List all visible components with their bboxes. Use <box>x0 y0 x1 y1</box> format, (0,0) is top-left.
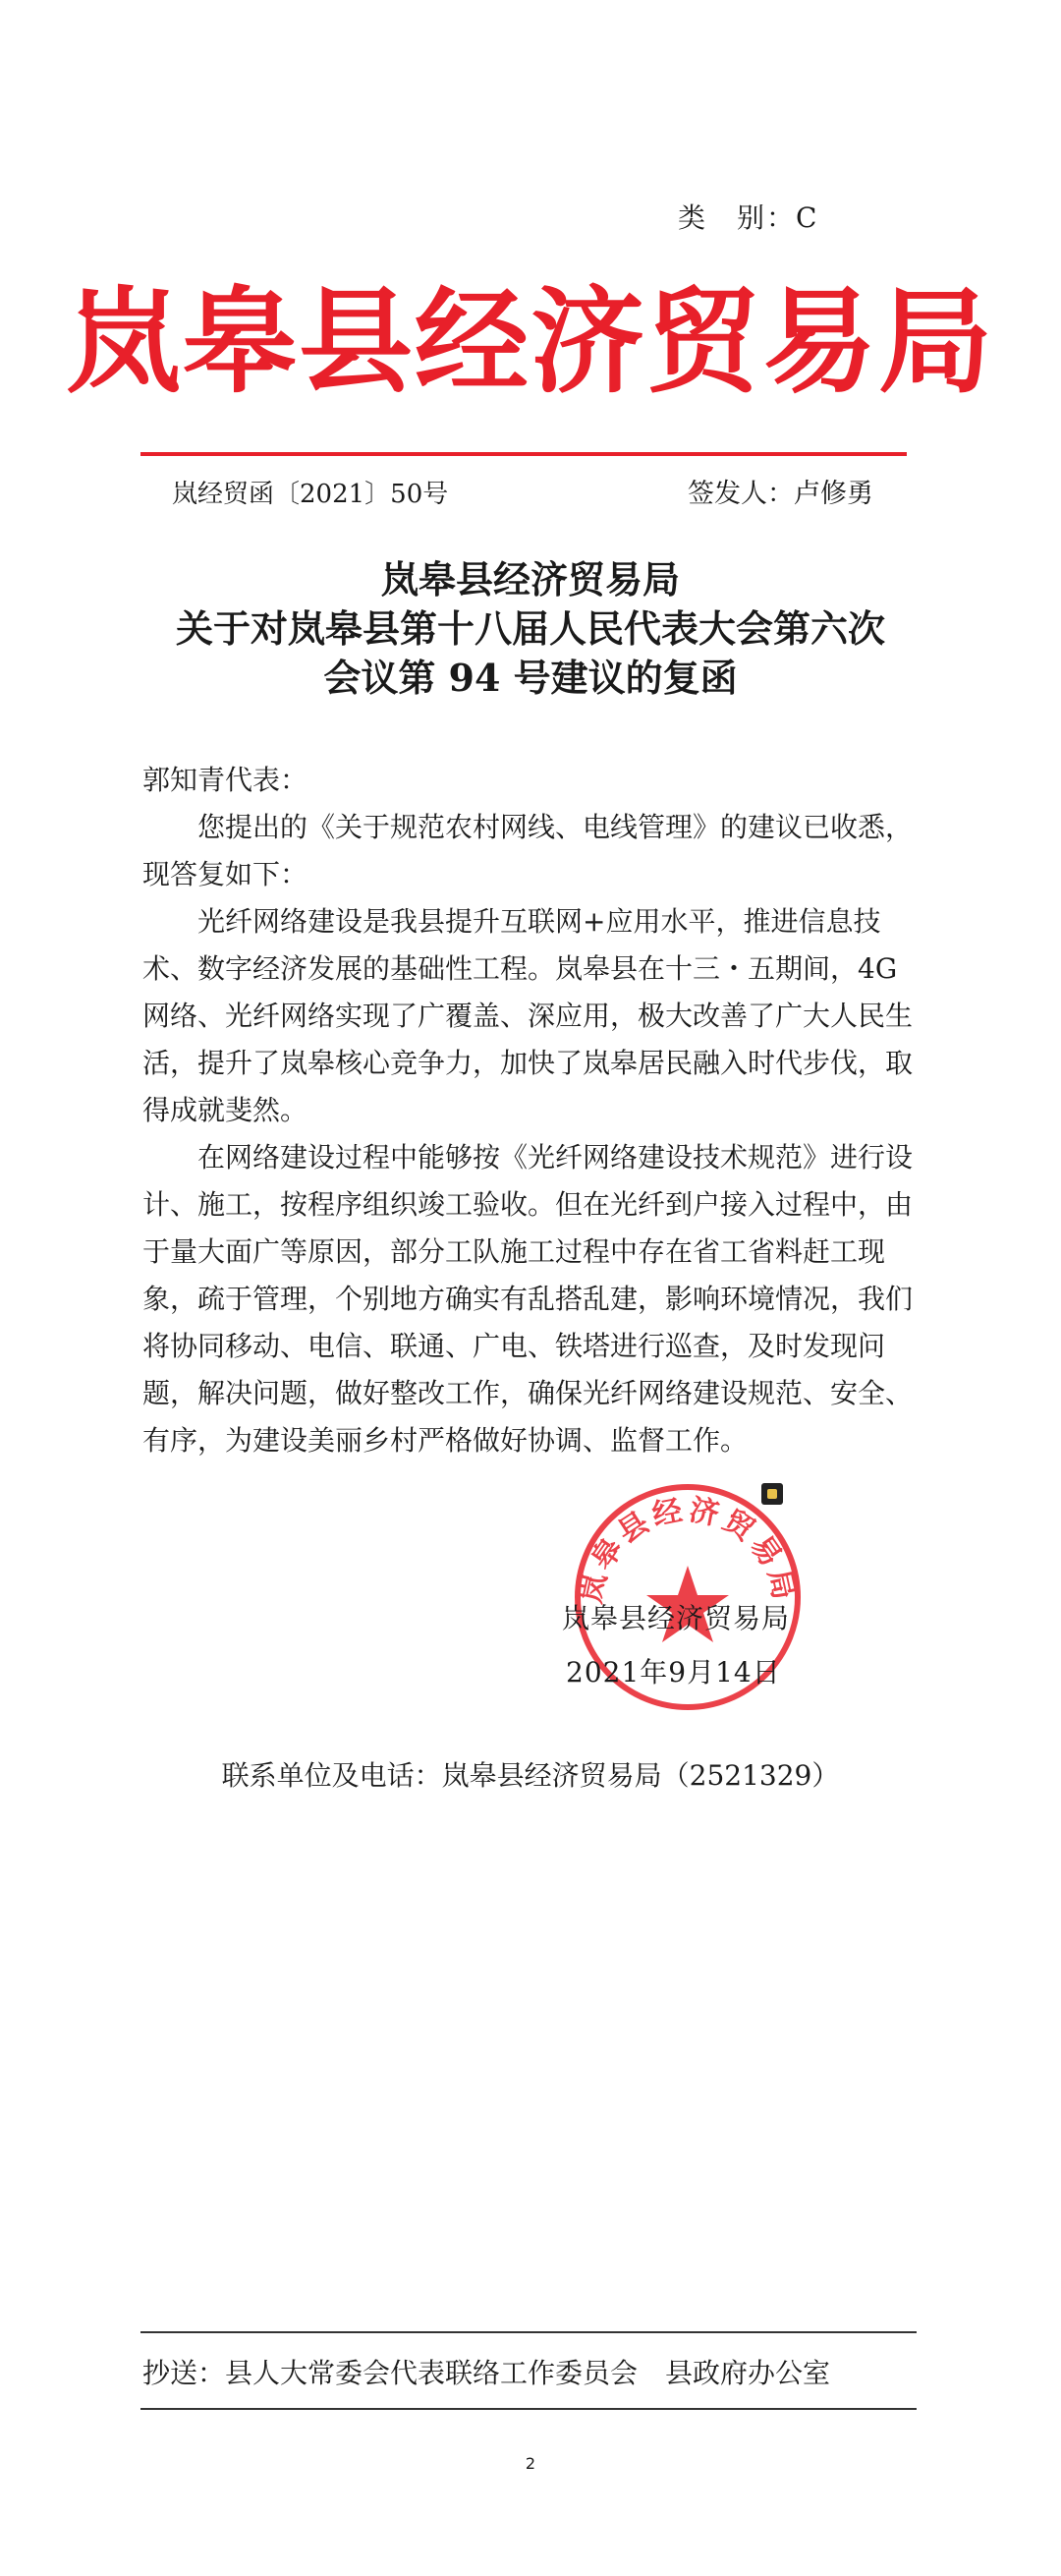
document-number: 岚经贸函〔2021〕50号 <box>172 480 449 509</box>
masthead: 岚皋县经济贸易局 <box>67 275 994 409</box>
paragraph-1: 您提出的《关于规范农村网线、电线管理》的建议已收悉，现答复如下： <box>142 811 914 890</box>
letter-body <box>142 757 919 1464</box>
red-divider <box>140 452 907 456</box>
signing-organization: 岚皋县经济贸易局 <box>562 1602 791 1634</box>
signing-date: 2021年9月14日 <box>566 1656 781 1689</box>
title-line-1: 岚皋县经济贸易局 <box>380 557 680 601</box>
cc-top-rule <box>140 2331 917 2333</box>
document-title <box>0 555 1061 703</box>
cc-bottom-rule <box>140 2408 917 2410</box>
title-line-2: 关于对岚皋县第十八届人民代表大会第六次 <box>175 606 885 651</box>
contact-info: 联系单位及电话：岚皋县经济贸易局（2521329） <box>221 1759 840 1792</box>
title-line-3: 会议第 94 号建议的复函 <box>323 656 738 700</box>
paragraph-3: 在网络建设过程中能够按《光纤网络建设技术规范》进行设计、施工，按程序组织竣工验收。但在光纤到户接入过程中，由于量大面广等原因，部分工队施工过程中存在省工省料赶工现象，疏于管理，个别地方确实有乱搭乱建，影响环境情况，我们将协同移动、电信、联通、广电、铁塔进行巡查，及时发现问题，解决问题，做好整改工作，确保光纤网络建设规范、安全、有序，为建设美丽乡村严格做好协调、监督工作。 <box>142 1141 914 1457</box>
salutation: 郭知青代表： <box>142 764 308 796</box>
cc-line: 抄送：县人大常委会代表联络工作委员会 县政府办公室 <box>142 2357 831 2389</box>
issuer: 签发人：卢修勇 <box>688 479 873 509</box>
seal-text: 岚皋县经济贸易局 <box>574 1492 802 1607</box>
page-number: 2 <box>525 2454 536 2473</box>
category-label: 类 别：C <box>678 201 819 234</box>
paragraph-2: 光纤网络建设是我县提升互联网+应用水平，推进信息技术、数字经济发展的基础性工程。岚皋县在十三・五期间，4G网络、光纤网络实现了广覆盖、深应用，极大改善了广大人民生活，提升了岚皋核心竞争力，加快了岚皋居民融入时代步伐，取得成就斐然。 <box>142 905 914 1126</box>
